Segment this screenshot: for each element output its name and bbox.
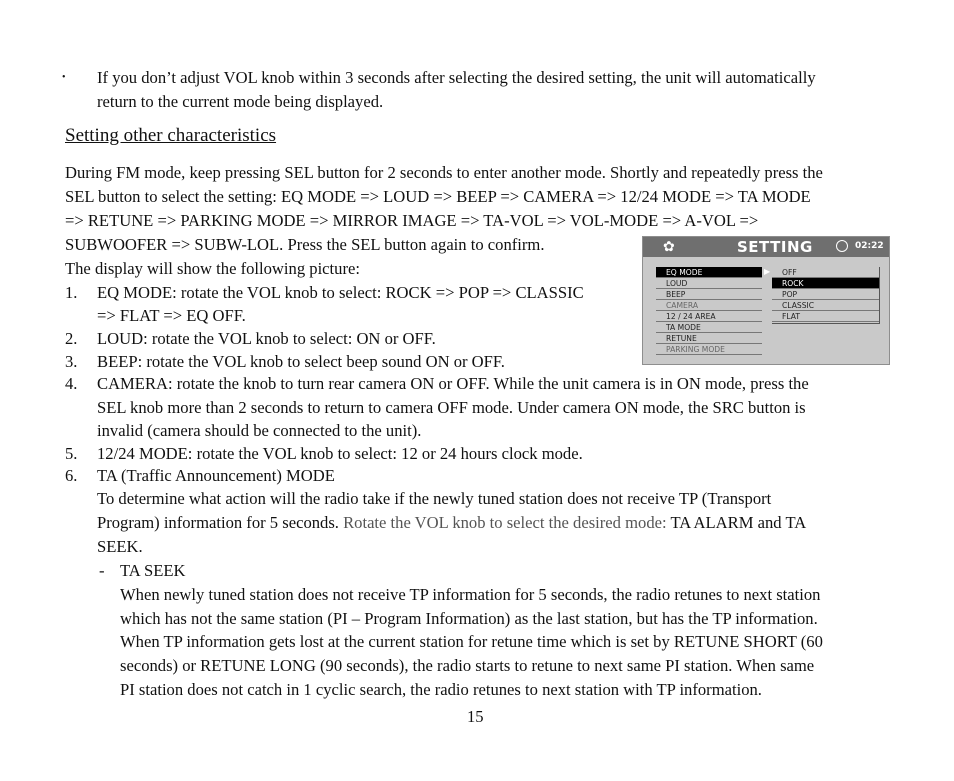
option-off: OFF: [772, 267, 879, 278]
menu-item-beep: BEEP: [656, 289, 762, 300]
option-pop: POP: [772, 289, 879, 300]
list-item-6-line-1: TA (Traffic Announcement) MODE: [97, 466, 335, 485]
list-item-5-line-1: 12/24 MODE: rotate the VOL knob to select: 12 or 24 hours clock mode.: [97, 444, 583, 463]
menu-item-parking-mode: PARKING MODE: [656, 344, 762, 355]
setting-options-list: [772, 267, 880, 324]
setting-title: SETTING: [737, 238, 813, 256]
ta-desc-part-c: TA ALARM and TA: [670, 513, 807, 532]
ta-seek-title: TA SEEK: [120, 561, 186, 580]
menu-item-camera: CAMERA: [656, 300, 762, 311]
ta-desc-part-b: Rotate the VOL knob to select the desired mode:: [343, 513, 671, 532]
clock-icon: [836, 240, 848, 252]
bullet-marker: •: [62, 72, 66, 83]
ta-seek-line-2: which has not the same station (PI – Program Information) as the last station, but has the TP information.: [120, 609, 818, 628]
ta-seek-line-4: seconds) or RETUNE LONG (90 seconds), the radio starts to retune to next same PI station. When same: [120, 656, 815, 675]
list-number-2: 2.: [65, 329, 78, 348]
ta-seek-line-5: PI station does not catch in 1 cyclic search, the radio retunes to next station with TP information.: [120, 680, 762, 699]
paragraph-line-1: During FM mode, keep pressing SEL button for 2 seconds to enter another mode. Shortly and repeatedly press the: [65, 163, 823, 182]
paragraph-line-3: => RETUNE => PARKING MODE => MIRROR IMAGE => TA-VOL => VOL-MODE => A-VOL =>: [65, 211, 759, 230]
section-heading: Setting other characteristics: [65, 125, 277, 146]
menu-item-12-24-area: 12 / 24 AREA: [656, 311, 762, 322]
setting-screen-illustration: [642, 236, 890, 365]
paragraph-line-5: The display will show the following picture:: [65, 259, 360, 278]
ta-seek-line-3: When TP information gets lost at the current station for retune time which is set by RETUNE SHORT (60: [120, 632, 823, 651]
intro-line-1: If you don’t adjust VOL knob within 3 seconds after selecting the desired setting, the unit will automatically: [97, 68, 816, 87]
list-item-4-line-2: SEL knob more than 2 seconds to return to camera OFF mode. Under camera ON mode, the SRC button is: [97, 398, 806, 417]
option-rock: ROCK: [772, 278, 879, 289]
menu-item-retune: RETUNE: [656, 333, 762, 344]
list-number-3: 3.: [65, 352, 78, 371]
list-item-1-line-1: EQ MODE: rotate the VOL knob to select: ROCK => POP => CLASSIC: [97, 283, 584, 302]
list-number-6: 6.: [65, 466, 78, 485]
list-item-4-line-1: CAMERA: rotate the knob to turn rear camera ON or OFF. While the unit camera is in ON mode, press the: [97, 374, 809, 393]
clock-time: 02:22: [855, 241, 884, 251]
ta-seek-line-1: When newly tuned station does not receive TP information for 5 seconds, the radio retunes to next station: [120, 585, 821, 604]
intro-line-2: return to the current mode being displayed.: [97, 92, 384, 111]
list-item-3-line-1: BEEP: rotate the VOL knob to select beep sound ON or OFF.: [97, 352, 505, 371]
ta-desc-line-3: SEEK.: [97, 537, 143, 556]
list-number-1: 1.: [65, 283, 78, 302]
list-item-2-line-1: LOUD: rotate the VOL knob to select: ON or OFF.: [97, 329, 436, 348]
ta-desc-line-2: [97, 512, 806, 533]
list-item-1-line-2: => FLAT => EQ OFF.: [97, 306, 246, 325]
ta-desc-line-1: To determine what action will the radio take if the newly tuned station does not receive TP (Transport: [97, 489, 772, 508]
menu-item-ta-mode: TA MODE: [656, 322, 762, 333]
setting-menu-list: [656, 267, 762, 357]
menu-item-eq-mode: EQ MODE: [656, 267, 762, 278]
paragraph-line-4: SUBWOOFER => SUBW-LOL. Press the SEL button again to confirm.: [65, 235, 545, 254]
gear-icon: ✿: [663, 239, 675, 255]
list-number-4: 4.: [65, 374, 78, 393]
menu-item-loud: LOUD: [656, 278, 762, 289]
list-number-5: 5.: [65, 444, 78, 463]
ta-desc-part-a: Program) information for 5 seconds.: [97, 513, 344, 532]
paragraph-line-2: SEL button to select the setting: EQ MODE => LOUD => BEEP => CAMERA => 12/24 MODE => TA MODE: [65, 187, 811, 206]
list-item-4-line-3: invalid (camera should be connected to the unit).: [97, 421, 422, 440]
page-number: 15: [467, 707, 484, 726]
option-flat: FLAT: [772, 311, 879, 322]
ta-seek-dash: -: [99, 561, 105, 580]
option-classic: CLASSIC: [772, 300, 879, 311]
arrow-right-icon: ▶: [764, 267, 771, 276]
